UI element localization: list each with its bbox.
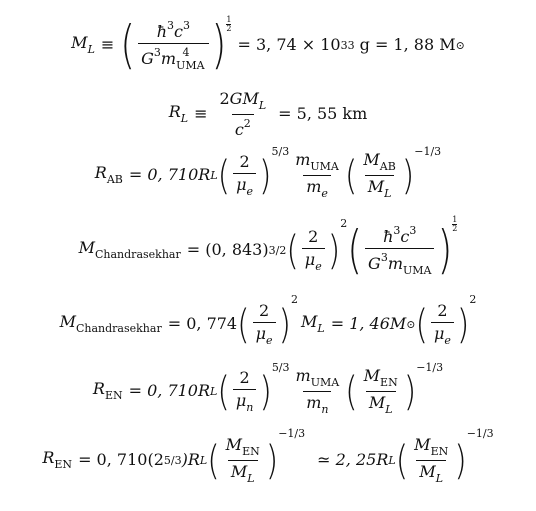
eq1-fraction: $\frac{ħ^3c^3}{G^3m_{UMA}^4}$ xyxy=(138,20,208,71)
eq1-sun: ⊙ xyxy=(455,38,465,52)
equation-5: $M_{Chandrasekhar}$ = 0, 774 ( $\frac{2}{\mu_e}$ ) 2 $M_L$ = 1, 46M ⊙ ( $\frac{2}{\mu_e}$ ) 2 xyxy=(59,293,477,348)
equation-2: $R_L$ ≡ $\frac{2GM_L}{c^2}$ = 5, 55 km xyxy=(168,88,368,139)
eq2-fraction: $\frac{2GM_L}{c^2}$ xyxy=(219,88,267,139)
equation-6: $R_{EN}$ = 0, 710R L ( $\frac{2}{\mu_n}$ ) 5/3 $\frac{m_{UMA}}{m_n}$ ( $\frac{M_{EN}}{M_L}$ ) −1/3 xyxy=(92,361,444,416)
eq7-rhs: ≃ 2, 25R xyxy=(317,450,389,469)
eq1-exp: 33 xyxy=(340,38,355,52)
eq1-lhs: $M_L$ xyxy=(71,33,95,56)
eq1-rhs: = 3, 74 × 10 xyxy=(237,35,341,54)
eq6-coef: = 0, 710R xyxy=(128,381,211,400)
eq1-half-exp: 1 2 xyxy=(226,15,232,33)
eq1-equiv: ≡ xyxy=(100,35,115,54)
eq3-exp1: 5/3 xyxy=(271,145,290,158)
equation-3: $R_{AB}$ = 0, 710R L ( $\frac{2}{\mu_e}$ ) 5/3 $\frac{m_{UMA}}{m_e}$ ( $\frac{M_{AB}}{M_L}$ ) −1/3 xyxy=(94,145,442,200)
equation-7: $R_{EN}$ = 0, 710(2 5/3 )R L ( $\frac{M_{EN}}{M_L}$ ) −1/3 ≃ 2, 25R L ( $\frac{M_{EN}}{M_L}$ ) −1/3 xyxy=(42,427,494,485)
equation-4: $M_{Chandrasekhar}$ = (0, 843) 3/2 ( $\frac{2}{\mu_e}$ ) 2 ( $\frac{ħ^3c^3}{G^3m_{UMA}}$ ) 1 2 xyxy=(78,215,458,280)
eq5-coef: = 0, 774 xyxy=(167,314,238,333)
eq3-exp2: −1/3 xyxy=(414,145,442,158)
eq4-coef: = (0, 843) xyxy=(186,240,269,259)
eq7-coef: = 0, 710(2 xyxy=(78,450,164,469)
eq5-rhs: = 1, 46M xyxy=(330,314,407,333)
eq1-right-paren: ) xyxy=(211,15,227,75)
eq1-units: g = 1, 88 M xyxy=(359,35,456,54)
eq2-rhs: = 5, 55 km xyxy=(278,104,368,123)
equation-1 xyxy=(0,15,536,75)
eq3-coef: = 0, 710R xyxy=(128,165,211,184)
eq1-left-paren: ( xyxy=(120,15,136,75)
